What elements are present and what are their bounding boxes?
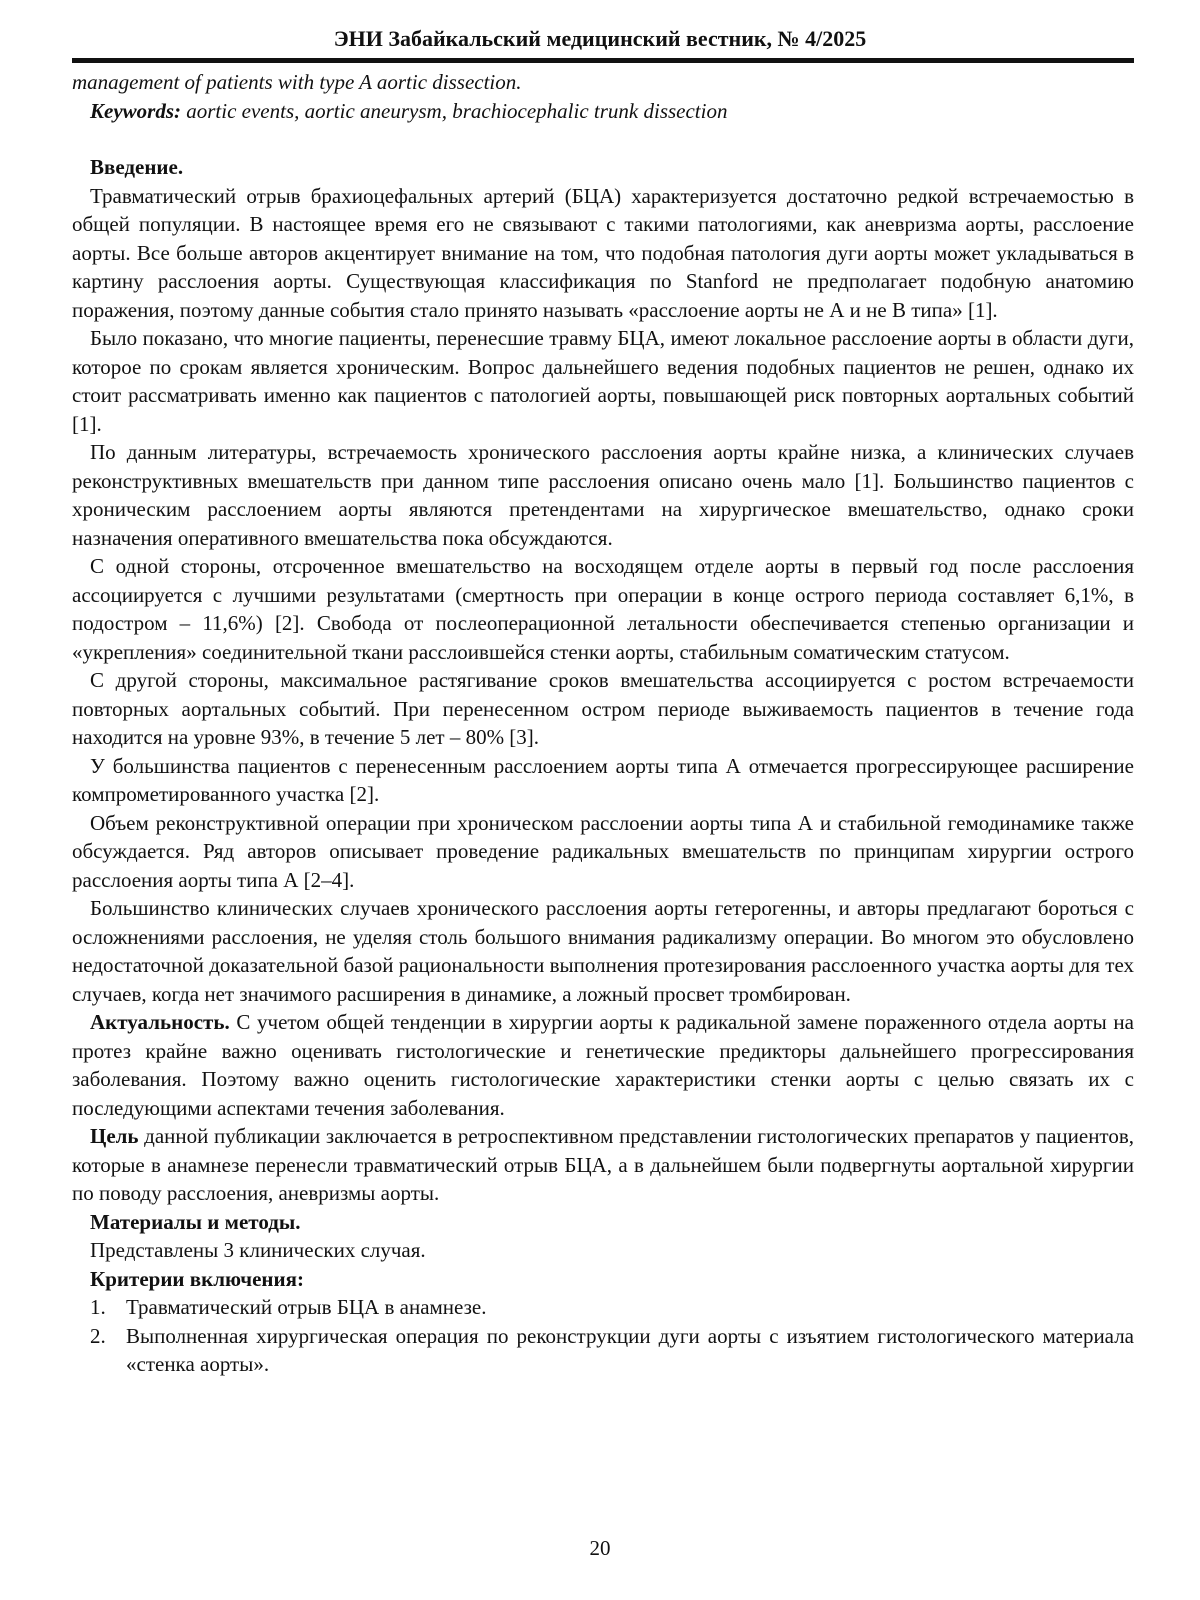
intro-paragraph: Объем реконструктивной операции при хроническом расслоении аорты типа А и стабильной гемодинамике также обсуждается. Ряд авторов описывает проведение радикальных вмешательств по принципам хирургии острого расслоения аорты типа А [2–4]. bbox=[72, 810, 1134, 892]
article-body bbox=[72, 68, 1134, 1379]
keywords-line bbox=[72, 97, 1134, 126]
intro-paragraph: Травматический отрыв брахиоцефальных артерий (БЦА) характеризуется достаточно редкой встречаемостью в общей популяции. В настоящее время его не связывают с такими патологиями, как аневризма аорты, расслоение аорты. Все больше авторов акцентирует внимание на том, что подобная патология дуги аорты может укладываться в картину расслоения аорты. Существующая классификация по Stanford не предполагает подобную анатомию поражения, поэтому данные события стало принято называть «расслоение аорты не А и не В типа» [1]. bbox=[72, 183, 1134, 322]
header-rule bbox=[72, 58, 1134, 63]
intro-paragraph: Было показано, что многие пациенты, перенесшие травму БЦА, имеют локальное расслоение аорты в области дуги, которое по срокам является хроническим. Вопрос дальнейшего ведения подобных пациентов не решен, однако их стоит рассматривать именно как пациентов с патологией аорты, повышающей риск повторных аортальных событий [1]. bbox=[72, 326, 1134, 436]
aim-label: Цель bbox=[90, 1124, 139, 1148]
intro-paragraph: С одной стороны, отсроченное вмешательство на восходящем отделе аорты в первый год после расслоения ассоциируется с лучшими результатами (смертность при операции в конце острого периода составляет 6,1%, в подостром – 11,6%) [2]. Свобода от послеоперационной летальности обеспечивается степенью организации и «укрепления» соединительной ткани расслоившейся стенки аорты, стабильным соматическим статусом. bbox=[72, 554, 1134, 664]
list-item bbox=[72, 1293, 1134, 1322]
intro-paragraph: У большинства пациентов с перенесенным расслоением аорты типа А отмечается прогрессирующее расширение компрометированного участка [2]. bbox=[72, 753, 1134, 806]
criteria-heading: Критерии включения: bbox=[90, 1266, 304, 1291]
abstract-tail: management of patients with type A aortic dissection. bbox=[72, 70, 522, 94]
methods-heading: Материалы и методы. bbox=[90, 1209, 301, 1234]
journal-header: ЭНИ Забайкальский медицинский вестник, № 4/2025 bbox=[333, 26, 867, 51]
list-item bbox=[72, 1322, 1134, 1379]
intro-paragraph: Большинство клинических случаев хронического расслоения аорты гетерогенны, и авторы предлагают бороться с осложнениями расслоения, не уделяя столь большого внимания радикализму операции. Во многом это обусловлено недостаточной доказательной базой рациональности выполнения протезирования расслоенного участка аорты для тех случаев, когда нет значимого расширения в динамике, а ложный просвет тромбирован. bbox=[72, 896, 1134, 1006]
list-item-number: 2. bbox=[90, 1323, 106, 1348]
intro-paragraph: По данным литературы, встречаемость хронического расслоения аорты крайне низка, а клинических случаев реконструктивных вмешательств при данном типе расслоения описано очень мало [1]. Большинство пациентов с хроническим расслоением аорты являются претендентами на хирургическое вмешательство, однако сроки назначения оперативного вмешательства пока обсуждаются. bbox=[72, 440, 1134, 550]
aim-text: данной публикации заключается в ретроспективном представлении гистологических препаратов у пациентов, которые в анамнезе перенесли травматический отрыв БЦА, а в дальнейшем были подвергнуты аортальной хирургии по поводу расслоения, аневризмы аорты. bbox=[72, 1124, 1134, 1205]
intro-heading: Введение. bbox=[90, 155, 184, 179]
relevance-text: С учетом общей тенденции в хирургии аорты к радикальной замене пораженного отдела аорты на протез крайне важно оценивать гистологические и генетические предикторы дальнейшего прогрессирования заболевания. Поэтому важно оценить гистологические характеристики стенки аорты с целью связать их с последующими аспектами течения заболевания. bbox=[72, 1010, 1134, 1120]
relevance-label: Актуальность. bbox=[90, 1010, 230, 1034]
methods-text: Представлены 3 клинических случая. bbox=[90, 1238, 426, 1262]
page-number: 20 bbox=[589, 1536, 611, 1560]
relevance-paragraph bbox=[72, 1008, 1134, 1122]
aim-paragraph bbox=[72, 1122, 1134, 1208]
list-item-number: 1. bbox=[90, 1295, 106, 1319]
section-spacer bbox=[72, 125, 1134, 153]
keywords-text: aortic events, aortic aneurysm, brachiocephalic trunk dissection bbox=[181, 98, 728, 123]
criteria-list bbox=[72, 1293, 1134, 1379]
intro-paragraph: С другой стороны, максимальное растягивание сроков вмешательства ассоциируется с ростом встречаемости повторных аортальных событий. При перенесенном остром периоде выживаемость пациентов в течение года находится на уровне 93%, в течение 5 лет – 80% [3]. bbox=[72, 668, 1134, 749]
keywords-label: Keywords: bbox=[90, 98, 181, 123]
list-item-text: Травматический отрыв БЦА в анамнезе. bbox=[126, 1295, 487, 1319]
list-item-text: Выполненная хирургическая операция по реконструкции дуги аорты с изъятием гистологического материала «стенка аорты». bbox=[126, 1323, 1134, 1376]
